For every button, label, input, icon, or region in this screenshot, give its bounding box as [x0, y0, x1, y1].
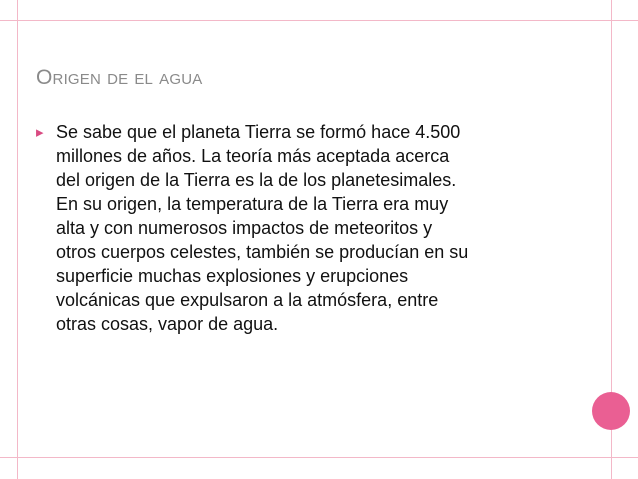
bullet-item [36, 120, 556, 336]
title-rule [36, 97, 586, 98]
frame-line-left [17, 0, 18, 479]
bullet-text: Se sabe que el planeta Tierra se formó hace 4.500 millones de años. La teoría más aceptada acerca del origen de la Tierra es la de los planetesimales. En su origen, la temperatura de la Tierra era muy alta y con numerosos impactos de meteoritos y otros cuerpos celestes, también se producían en su superficie muchas explosiones y erupciones volcánicas que expulsaron a la atmósfera, entre otras cosas, vapor de agua. [56, 122, 469, 334]
frame-line-top [0, 20, 638, 21]
triangle-bullet-icon: ▸ [36, 124, 44, 141]
slide-title: Origen de el agua [36, 66, 203, 89]
decorative-circle [592, 392, 630, 430]
frame-line-bottom [0, 457, 638, 458]
